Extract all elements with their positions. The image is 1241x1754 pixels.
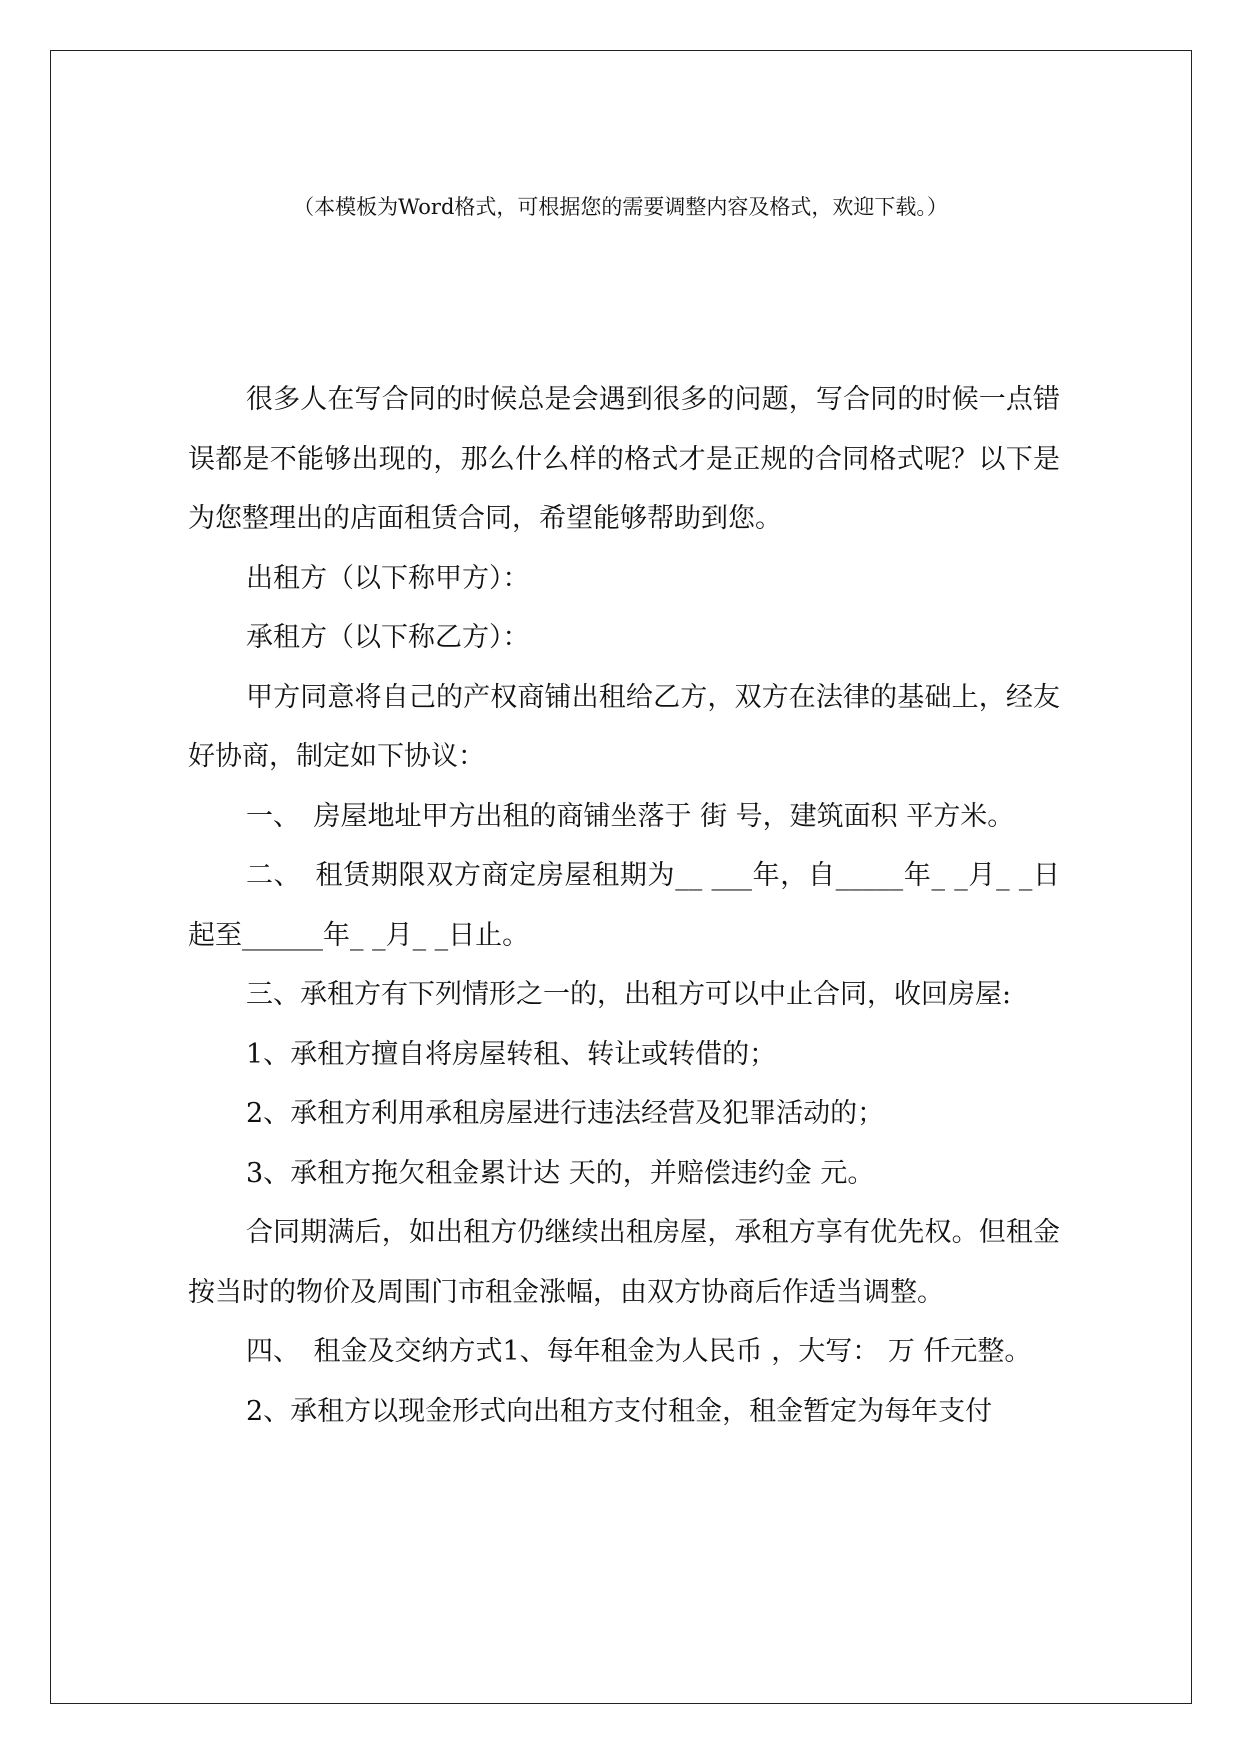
clause-3-item-2: 2、承租方利用承租房屋进行违法经营及犯罪活动的； [246,1098,885,1129]
clause-3-item-3: 3、承租方拖欠租金累计达 天的，并赔偿违约金 元。 [246,1157,875,1189]
agreement-paragraph: 甲方同意将自己的产权商铺出租给乙方，双方在法律的基础上，经友好协商，制定如下协议： [188,681,1060,772]
clause-2-term: 二、 租赁期限双方商定房屋租期为__ ___年，自_____年_ _月_ _日起至______年_ _月_ _日止。 [188,860,1060,951]
document-body [188,370,1060,1441]
clause-3-item-1: 1、承租方擅自将房屋转租、转让或转借的； [246,1038,777,1070]
renewal-paragraph: 合同期满后，如出租方仍继续出租房屋，承租方享有优先权。但租金按当时的物价及周围门市租金涨幅，由双方协商后作适当调整。 [188,1217,1060,1308]
template-note: （本模板为Word格式，可根据您的需要调整内容及格式，欢迎下载。） [293,195,948,219]
lessor-line: 出租方（以下称甲方）： [246,562,530,594]
intro-paragraph: 很多人在写合同的时候总是会遇到很多的问题，写合同的时候一点错误都是不能够出现的，那么什么样的格式才是正规的合同格式呢？以下是为您整理出的店面租赁合同，希望能够帮助到您。 [188,384,1060,534]
clause-1-address: 一、 房屋地址甲方出租的商铺坐落于 街 号，建筑面积 平方米。 [246,800,1015,832]
clause-3-termination: 三、承租方有下列情形之一的，出租方可以中止合同，收回房屋: [246,979,1012,1010]
clause-4-item-2: 2、承租方以现金形式向出租方支付租金，租金暂定为每年支付 [246,1395,993,1427]
lessee-line: 承租方（以下称乙方）： [246,622,530,653]
clause-4-rent: 四、 租金及交纳方式1、每年租金为人民币 ，大写： 万 仟元整。 [246,1336,1032,1367]
